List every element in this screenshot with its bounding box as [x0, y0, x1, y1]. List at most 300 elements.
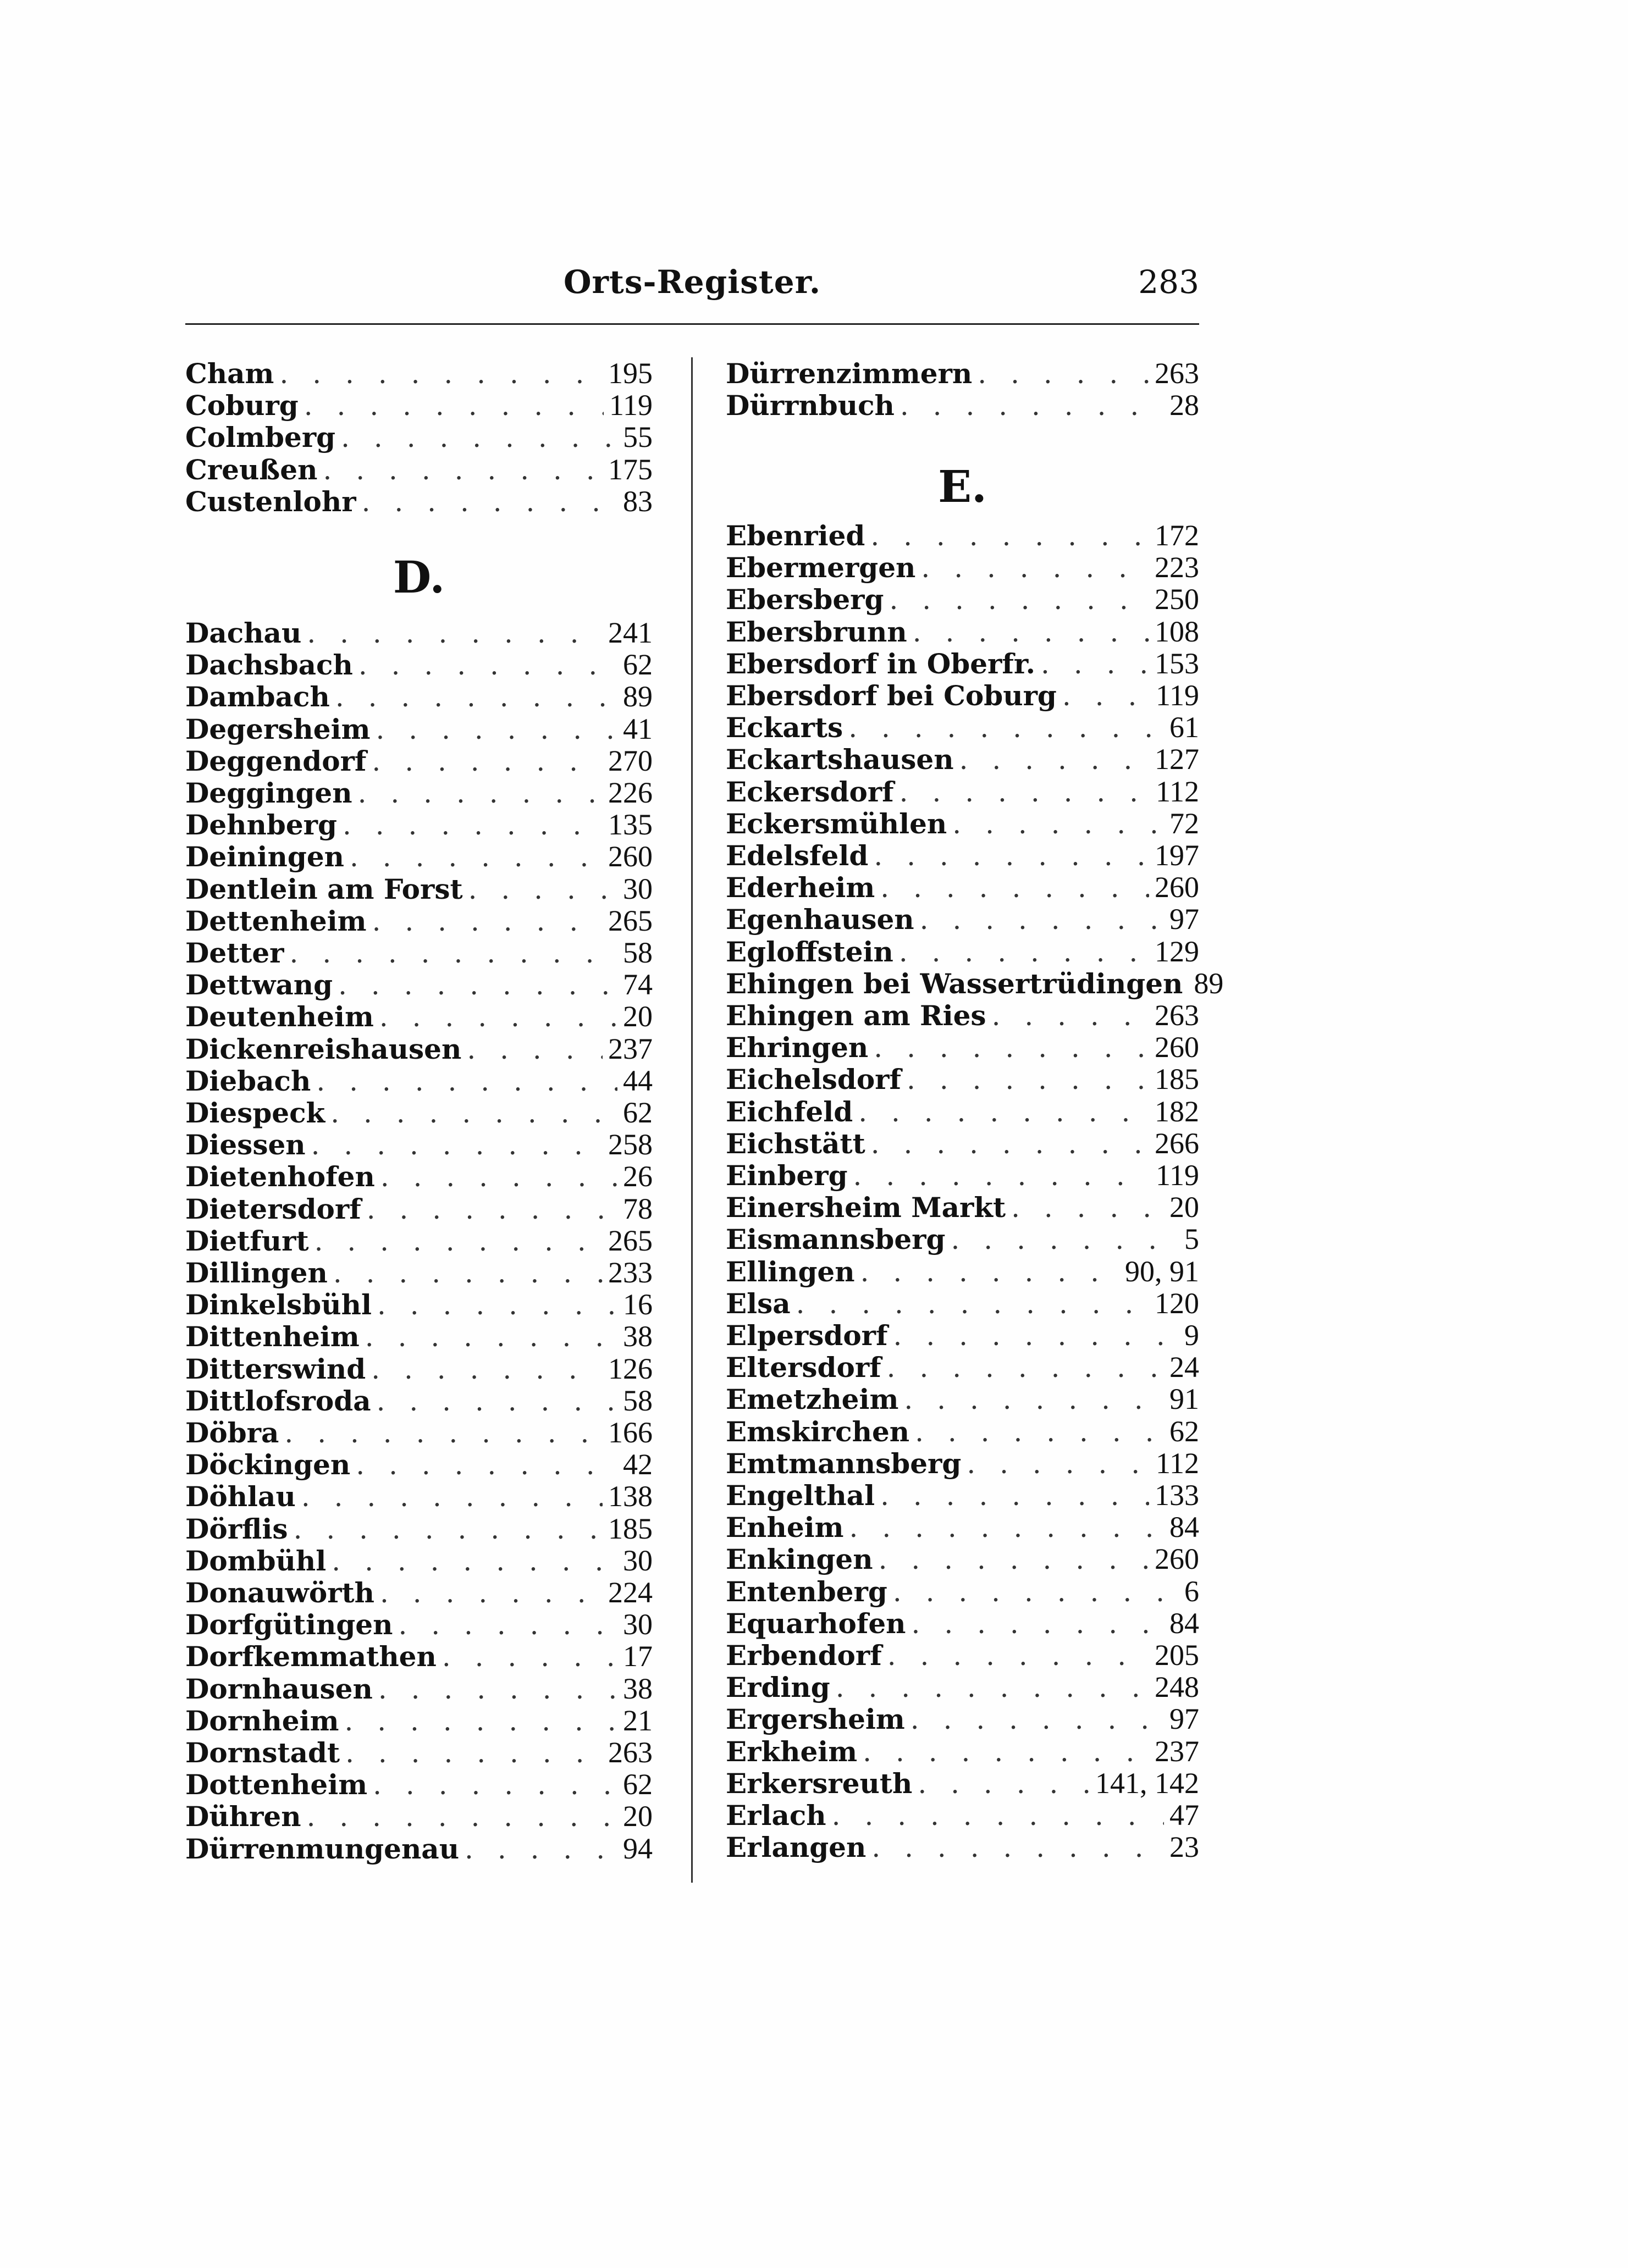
- index-entry: [726, 1671, 1199, 1703]
- entry-name: Dittenheim: [185, 1320, 360, 1353]
- index-entry: [185, 1160, 653, 1193]
- leader-dots: [335, 681, 617, 713]
- index-entry: [726, 1511, 1199, 1544]
- leader-dots: [918, 1768, 1090, 1800]
- entry-name: Dettenheim: [185, 904, 367, 937]
- leader-dots: [358, 649, 617, 682]
- entry-page: 97: [1169, 1702, 1199, 1736]
- entry-name: Ebersdorf bei Coburg: [726, 679, 1057, 712]
- leader-dots: [959, 744, 1149, 776]
- leader-dots: [1041, 648, 1149, 681]
- entry-name: Deggingen: [185, 777, 352, 809]
- index-entry: [185, 681, 653, 713]
- index-entry: [726, 519, 1199, 552]
- entry-page: 20: [623, 1000, 653, 1033]
- leader-dots: [344, 1705, 617, 1738]
- leader-dots: [904, 1384, 1164, 1416]
- entry-name: Elsa: [726, 1287, 791, 1320]
- leader-dots: [951, 1224, 1179, 1256]
- index-entry: [185, 1448, 653, 1481]
- index-entry: [185, 840, 653, 873]
- index-entry: [726, 839, 1199, 872]
- leader-dots: [978, 358, 1149, 390]
- entry-name: Eckarts: [726, 711, 843, 744]
- entry-name: Emetzheim: [726, 1383, 899, 1416]
- index-entry: [185, 1097, 653, 1129]
- index-entry: [185, 1417, 653, 1449]
- index-entry: [726, 1255, 1199, 1288]
- entry-name: Emskirchen: [726, 1415, 910, 1448]
- entry-page: 195: [608, 357, 653, 390]
- entry-name: Dettwang: [185, 969, 333, 1002]
- entry-name: Erlangen: [726, 1831, 867, 1864]
- leader-dots: [871, 1832, 1164, 1864]
- leader-dots: [907, 1064, 1149, 1096]
- leader-dots: [279, 358, 603, 390]
- index-entry: [185, 1545, 653, 1577]
- index-entry: [185, 969, 653, 1001]
- entry-name: Ehringen: [726, 1031, 869, 1064]
- leader-dots: [915, 1416, 1164, 1448]
- index-entry: [726, 711, 1199, 744]
- entry-page: 241: [608, 616, 653, 649]
- entry-page: 182: [1155, 1094, 1199, 1128]
- entry-name: Diessen: [185, 1129, 306, 1161]
- entry-name: Dietfurt: [185, 1224, 309, 1257]
- entry-name: Döckingen: [185, 1448, 351, 1481]
- index-entry: [185, 809, 653, 841]
- entry-name: Ergersheim: [726, 1703, 905, 1736]
- entry-name: Erkersreuth: [726, 1767, 913, 1800]
- leader-dots: [921, 552, 1149, 584]
- entry-page: 237: [608, 1032, 653, 1065]
- index-entry: [185, 453, 653, 486]
- entry-page: 185: [608, 1512, 653, 1545]
- leader-dots: [376, 713, 618, 746]
- entry-page: 47: [1169, 1799, 1199, 1832]
- column-divider: [691, 357, 693, 1883]
- leader-dots: [314, 1225, 603, 1258]
- index-entry: [726, 903, 1199, 936]
- leader-dots: [468, 873, 617, 906]
- index-entry: [726, 551, 1199, 584]
- index-entry: [185, 1480, 653, 1513]
- entry-page: 62: [623, 648, 653, 682]
- entry-name: Dürrnbuch: [726, 389, 895, 422]
- entry-name: Engelthal: [726, 1479, 875, 1512]
- index-entry: [726, 389, 1199, 422]
- index-entry: [726, 1031, 1199, 1064]
- entry-name: Dietersdorf: [185, 1192, 361, 1225]
- section-letter: D.: [393, 551, 445, 603]
- entry-name: Einersheim Markt: [726, 1191, 1006, 1224]
- entry-page: 17: [623, 1640, 653, 1673]
- leader-dots: [350, 841, 603, 873]
- entry-name: Dentlein am Forst: [185, 872, 463, 905]
- section-letter: E.: [938, 461, 987, 512]
- index-entry: [185, 1320, 653, 1353]
- entry-name: Creußen: [185, 453, 318, 486]
- leader-dots: [967, 1448, 1150, 1480]
- entry-name: Deutenheim: [185, 1000, 374, 1033]
- entry-page: 84: [1169, 1511, 1199, 1544]
- entry-name: Eismannsberg: [726, 1223, 946, 1256]
- index-entry: [185, 1353, 653, 1385]
- entry-name: Erding: [726, 1671, 830, 1704]
- index-entry: [726, 1383, 1199, 1415]
- leader-dots: [290, 937, 617, 970]
- entry-name: Ehingen bei Wassertrüdingen: [726, 967, 1183, 1000]
- entry-page: 23: [1169, 1830, 1199, 1864]
- leader-dots: [338, 969, 617, 1002]
- index-entry: [185, 1193, 653, 1225]
- index-entry: [185, 1065, 653, 1097]
- index-entry: [185, 745, 653, 777]
- entry-page: 89: [623, 680, 653, 713]
- index-entry: [185, 1640, 653, 1673]
- entry-page: 185: [1155, 1063, 1199, 1096]
- index-entry: [185, 357, 653, 390]
- entry-page: 58: [623, 936, 653, 969]
- index-entry: [726, 1287, 1199, 1320]
- index-entry: [185, 1257, 653, 1289]
- index-entry: [185, 1288, 653, 1321]
- page-title: Orts-Register.: [563, 263, 821, 301]
- entry-name: Detter: [185, 937, 284, 969]
- entry-page: 250: [1155, 583, 1199, 616]
- entry-name: Enkingen: [726, 1543, 873, 1576]
- entry-name: Dambach: [185, 681, 330, 713]
- index-entry: [185, 389, 653, 422]
- entry-page: 197: [1155, 839, 1199, 872]
- leader-dots: [307, 1801, 617, 1833]
- entry-page: 265: [608, 904, 653, 937]
- leader-dots: [373, 1769, 617, 1801]
- entry-name: Eichfeld: [726, 1095, 853, 1128]
- index-entry: [185, 1768, 653, 1801]
- entry-page: 248: [1155, 1670, 1199, 1704]
- index-entry: [726, 1191, 1199, 1224]
- index-entry: [726, 583, 1199, 616]
- entry-name: Ebersberg: [726, 583, 884, 616]
- index-entry: [726, 807, 1199, 840]
- index-entry: [185, 1705, 653, 1737]
- entry-name: Eckartshausen: [726, 743, 954, 776]
- leader-dots: [836, 1672, 1149, 1704]
- index-entry: [185, 713, 653, 745]
- entry-name: Dombühl: [185, 1544, 327, 1577]
- index-entry: [726, 999, 1199, 1032]
- entry-page: 133: [1155, 1479, 1199, 1512]
- index-entry: [185, 649, 653, 681]
- entry-name: Dornheim: [185, 1704, 339, 1737]
- index-entry: [726, 1735, 1199, 1768]
- entry-name: Dürrenmungenau: [185, 1832, 460, 1865]
- entry-page: 166: [608, 1416, 653, 1449]
- entry-name: Diespeck: [185, 1097, 325, 1129]
- entry-name: Emtmannsberg: [726, 1447, 962, 1480]
- index-entry: [726, 1127, 1199, 1160]
- entry-name: Dürrenzimmern: [726, 357, 973, 390]
- index-entry: [726, 1799, 1199, 1832]
- entry-page: 91: [1169, 1382, 1199, 1416]
- entry-page: 138: [608, 1480, 653, 1513]
- entry-name: Dorfgütingen: [185, 1608, 393, 1641]
- index-entry: [726, 648, 1199, 680]
- leader-dots: [284, 1417, 603, 1450]
- entry-page: 233: [608, 1256, 653, 1289]
- leader-dots: [858, 1096, 1149, 1129]
- entry-name: Entenberg: [726, 1575, 887, 1608]
- index-entry: [726, 616, 1199, 648]
- entry-name: Deiningen: [185, 840, 344, 873]
- index-entry: [185, 777, 653, 809]
- entry-name: Dickenreishausen: [185, 1032, 462, 1065]
- entry-page: 72: [1169, 806, 1199, 840]
- leader-dots: [920, 904, 1164, 936]
- entry-page: 74: [623, 968, 653, 1002]
- index-entry: [185, 421, 653, 453]
- index-entry: [726, 1319, 1199, 1352]
- entry-page: 62: [1169, 1414, 1199, 1448]
- index-entry: [726, 1351, 1199, 1384]
- entry-page: 172: [1155, 519, 1199, 552]
- entry-name: Custenlohr: [185, 485, 356, 518]
- entry-page: 89: [1194, 966, 1224, 1000]
- leader-dots: [311, 1129, 603, 1161]
- entry-name: Dachau: [185, 617, 302, 649]
- entry-name: Diebach: [185, 1064, 311, 1097]
- entry-page: 61: [1169, 711, 1199, 744]
- leader-dots: [372, 905, 603, 938]
- entry-name: Ederheim: [726, 871, 875, 904]
- entry-page: 224: [608, 1576, 653, 1609]
- entry-name: Ehingen am Ries: [726, 999, 986, 1032]
- entry-page: 28: [1169, 389, 1199, 422]
- entry-page: 135: [608, 808, 653, 842]
- leader-dots: [379, 1001, 617, 1033]
- entry-page: 30: [623, 1608, 653, 1641]
- leader-dots: [304, 390, 604, 422]
- entry-page: 205: [1155, 1639, 1199, 1672]
- leader-dots: [362, 486, 617, 518]
- index-entry: [185, 485, 653, 518]
- index-entry: [185, 1800, 653, 1833]
- entry-page: 120: [1155, 1286, 1199, 1320]
- entry-page: 62: [623, 1096, 653, 1129]
- entry-page: 21: [623, 1703, 653, 1737]
- leader-dots: [893, 1576, 1179, 1608]
- leader-dots: [343, 809, 603, 842]
- entry-page: 84: [1169, 1606, 1199, 1640]
- entry-page: 83: [623, 484, 653, 518]
- entry-name: Eichstätt: [726, 1127, 865, 1160]
- entry-name: Döbra: [185, 1417, 279, 1449]
- entry-page: 5: [1184, 1222, 1199, 1256]
- leader-dots: [874, 840, 1149, 872]
- index-entry: [726, 1607, 1199, 1640]
- index-entry: [726, 1575, 1199, 1608]
- entry-name: Dietenhofen: [185, 1160, 375, 1193]
- leader-dots: [889, 584, 1149, 616]
- entry-page: 175: [608, 452, 653, 486]
- entry-page: 55: [623, 421, 653, 454]
- index-entry: [726, 679, 1199, 712]
- index-entry: [726, 1479, 1199, 1512]
- entry-page: 9: [1184, 1319, 1199, 1352]
- entry-name: Dörflis: [185, 1512, 288, 1545]
- entry-name: Egloffstein: [726, 935, 893, 968]
- entry-page: 94: [623, 1832, 653, 1865]
- leader-dots: [377, 1289, 617, 1321]
- entry-page: 108: [1155, 615, 1199, 648]
- page-number: 283: [1138, 263, 1199, 301]
- entry-name: Ditterswind: [185, 1352, 366, 1385]
- leader-dots: [365, 1321, 617, 1353]
- entry-name: Ebersbrunn: [726, 615, 907, 648]
- entry-page: 260: [1155, 1542, 1199, 1576]
- leader-dots: [316, 1065, 617, 1098]
- entry-name: Eckersmühlen: [726, 807, 947, 840]
- index-entry: [726, 1831, 1199, 1863]
- leader-dots: [467, 1033, 603, 1066]
- entry-page: 260: [1155, 1031, 1199, 1064]
- leader-dots: [887, 1352, 1164, 1384]
- entry-name: Einberg: [726, 1159, 848, 1192]
- index-entry: [185, 905, 653, 937]
- leader-dots: [848, 712, 1164, 744]
- entry-page: 263: [1155, 999, 1199, 1032]
- entry-page: 44: [623, 1064, 653, 1097]
- leader-dots: [358, 777, 603, 810]
- index-entry: [185, 1033, 653, 1065]
- entry-page: 38: [623, 1320, 653, 1353]
- index-entry: [185, 1513, 653, 1545]
- leader-dots: [377, 1385, 617, 1418]
- entry-name: Egenhausen: [726, 903, 914, 936]
- index-entry: [185, 1736, 653, 1769]
- index-entry: [726, 776, 1199, 808]
- leader-dots: [398, 1609, 617, 1641]
- entry-name: Dehnberg: [185, 809, 337, 842]
- entry-name: Eckersdorf: [726, 775, 894, 808]
- leader-dots: [900, 390, 1164, 422]
- index-entry: [726, 871, 1199, 904]
- entry-page: 127: [1155, 743, 1199, 776]
- leader-dots: [832, 1800, 1164, 1832]
- leader-dots: [899, 776, 1150, 809]
- entry-page: 129: [1155, 934, 1199, 968]
- leader-dots: [853, 1160, 1150, 1192]
- entry-name: Cham: [185, 357, 274, 390]
- index-entry: [185, 1225, 653, 1257]
- index-entry: [726, 1639, 1199, 1672]
- entry-name: Coburg: [185, 389, 299, 422]
- entry-page: 26: [623, 1160, 653, 1193]
- entry-page: 97: [1169, 903, 1199, 936]
- entry-name: Ellingen: [726, 1255, 855, 1288]
- entry-page: 141, 142: [1095, 1766, 1199, 1800]
- index-entry: [185, 873, 653, 905]
- index-entry: [726, 936, 1199, 968]
- leader-dots: [879, 1544, 1149, 1576]
- index-entry: [726, 1767, 1199, 1800]
- entry-page: 260: [1155, 871, 1199, 904]
- entry-name: Ebersdorf in Oberfr.: [726, 647, 1036, 680]
- index-entry: [726, 743, 1199, 776]
- leader-dots: [372, 745, 603, 778]
- leader-dots: [849, 1512, 1164, 1544]
- leader-dots: [367, 1193, 617, 1226]
- entry-page: 62: [623, 1768, 653, 1801]
- index-entry: [726, 1159, 1199, 1192]
- entry-name: Dillingen: [185, 1257, 328, 1289]
- index-entry: [185, 1833, 653, 1865]
- index-entry: [726, 1096, 1199, 1128]
- entry-name: Döhlau: [185, 1480, 296, 1513]
- leader-dots: [323, 454, 603, 486]
- leader-dots: [992, 1000, 1149, 1032]
- entry-name: Eichelsdorf: [726, 1063, 902, 1096]
- entry-page: 20: [623, 1800, 653, 1833]
- leader-dots: [863, 1736, 1149, 1768]
- entry-name: Dühren: [185, 1800, 301, 1833]
- entry-name: Erlach: [726, 1799, 826, 1832]
- entry-page: 263: [608, 1736, 653, 1769]
- leader-dots: [796, 1288, 1149, 1320]
- leader-dots: [356, 1449, 617, 1481]
- leader-dots: [294, 1513, 603, 1546]
- index-entry: [185, 937, 653, 969]
- entry-page: 41: [623, 712, 653, 745]
- entry-page: 112: [1156, 775, 1199, 808]
- index-entry: [726, 1223, 1199, 1255]
- entry-name: Erkheim: [726, 1735, 858, 1768]
- leader-dots: [380, 1161, 617, 1193]
- index-entry: [726, 357, 1199, 390]
- entry-page: 24: [1169, 1351, 1199, 1384]
- leader-dots: [465, 1833, 617, 1866]
- index-entry: [185, 1129, 653, 1161]
- entry-page: 126: [608, 1352, 653, 1385]
- entry-page: 260: [608, 840, 653, 873]
- leader-dots: [871, 1128, 1149, 1160]
- entry-name: Deggendorf: [185, 744, 367, 777]
- entry-page: 226: [608, 776, 653, 809]
- entry-name: Degersheim: [185, 712, 371, 745]
- entry-page: 270: [608, 744, 653, 777]
- leader-dots: [912, 1608, 1164, 1640]
- leader-dots: [330, 1097, 617, 1130]
- index-entry: [726, 1447, 1199, 1480]
- entry-page: 223: [1155, 551, 1199, 584]
- entry-name: Dachsbach: [185, 649, 353, 682]
- entry-page: 42: [623, 1448, 653, 1481]
- index-entry: [726, 1415, 1199, 1448]
- leader-dots: [887, 1640, 1149, 1672]
- leader-dots: [371, 1353, 603, 1386]
- index-entry: [726, 1063, 1199, 1096]
- entry-name: Enheim: [726, 1511, 844, 1544]
- entry-name: Ebermergen: [726, 551, 916, 584]
- leader-dots: [899, 936, 1149, 969]
- leader-dots: [874, 1032, 1149, 1064]
- entry-page: 263: [1155, 357, 1199, 390]
- leader-dots: [1011, 1192, 1164, 1224]
- entry-name: Colmberg: [185, 421, 336, 454]
- leader-dots: [345, 1737, 603, 1769]
- leader-dots: [952, 808, 1164, 840]
